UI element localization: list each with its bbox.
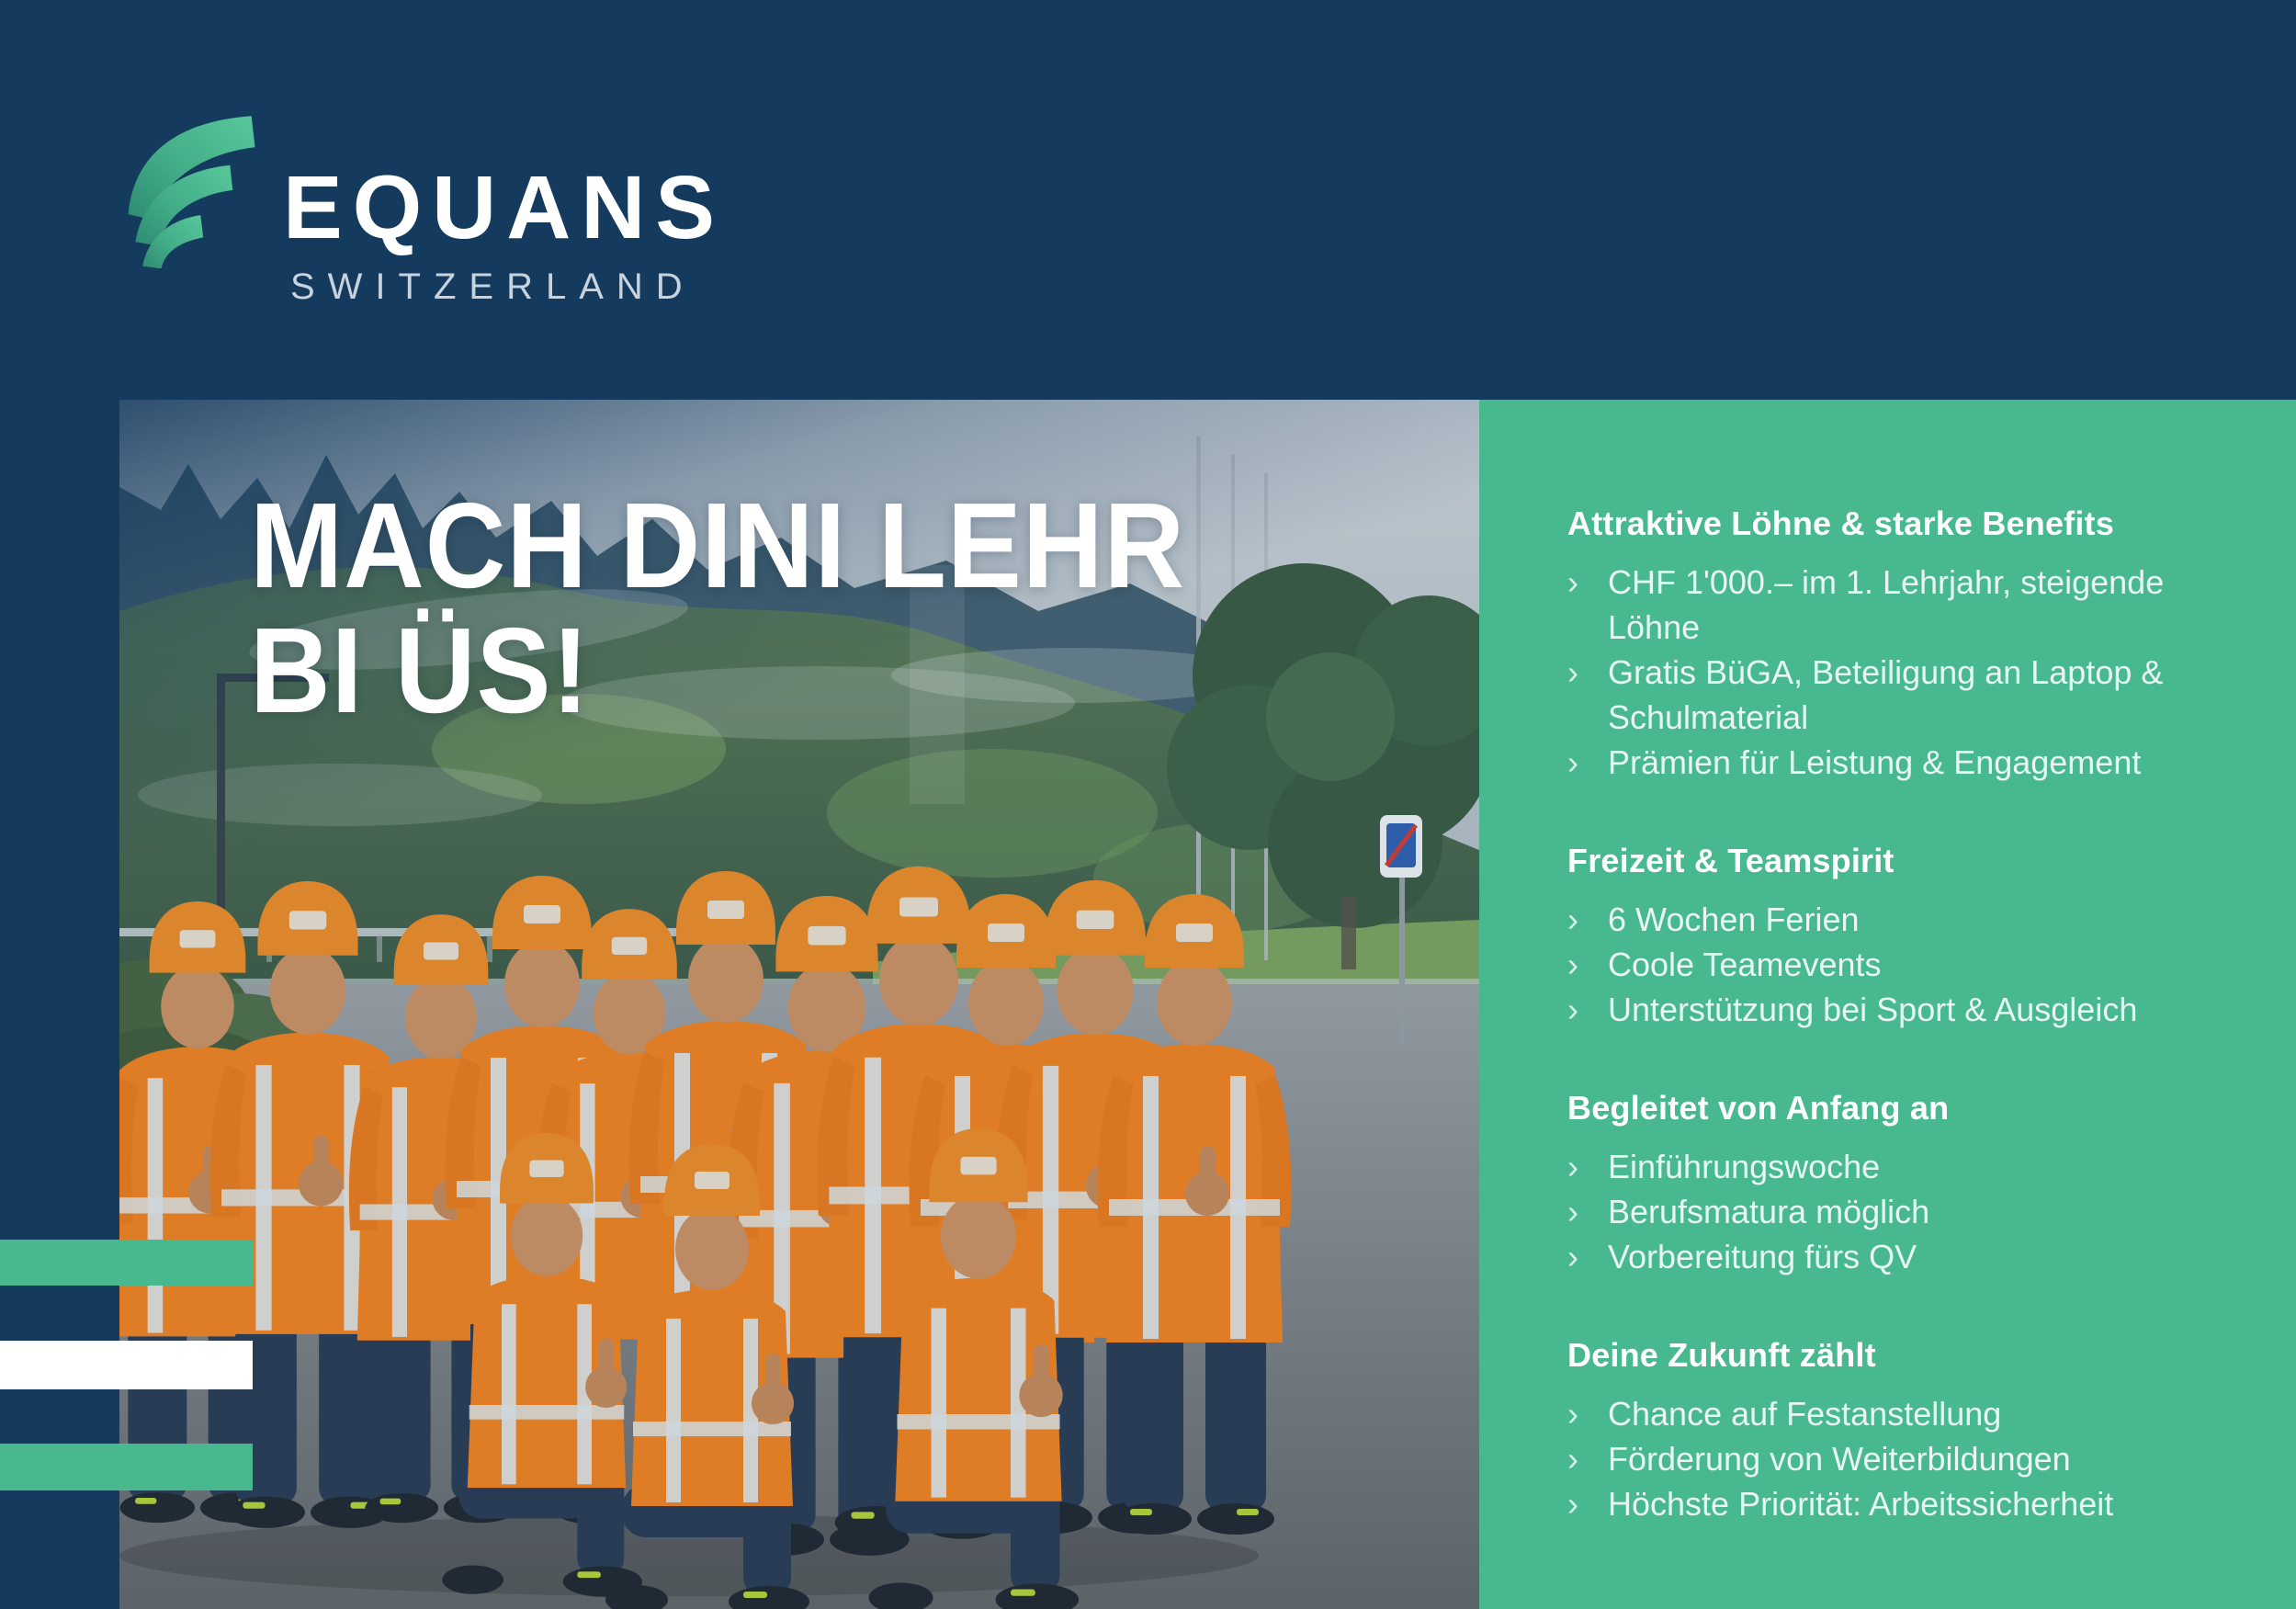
benefits-panel (1479, 400, 2296, 1609)
list-item-text: Berufsmatura möglich (1608, 1193, 1930, 1230)
headline-line-1: MACH DINI LEHR (250, 478, 1186, 613)
section-heading: Begleitet von Anfang an (1567, 1089, 1950, 1127)
list-item-text: Coole Teamevents (1608, 946, 1882, 983)
list-item-text: Unterstützung bei Sport & Ausgleich (1608, 991, 2138, 1028)
benefits-list (1567, 1391, 2215, 1526)
list-item (1567, 897, 2215, 942)
brand-logo-text (283, 107, 725, 308)
section-heading: Freizeit & Teamspirit (1567, 842, 1894, 879)
headline-line-2: BI ÜS! (250, 603, 590, 738)
equans-leaf-icon (116, 107, 272, 268)
chevron-bullet-icon: › (1567, 1148, 1578, 1185)
benefits-list (1567, 560, 2215, 785)
list-item-text: Einführungswoche (1608, 1148, 1881, 1185)
chevron-bullet-icon: › (1567, 1485, 1578, 1523)
benefits-section-freizeit (1567, 838, 2215, 1032)
list-item-text: Prämien für Leistung & Engagement (1608, 743, 2142, 781)
list-item (1567, 1481, 2215, 1526)
headline (250, 478, 1186, 738)
list-item (1567, 1234, 2215, 1279)
section-heading: Deine Zukunft zählt (1567, 1336, 1876, 1374)
section-heading: Attraktive Löhne & starke Benefits (1567, 504, 2114, 542)
accent-stripe-green-top (0, 1240, 253, 1286)
benefits-list (1567, 1144, 2215, 1279)
list-item-text: Chance auf Festanstellung (1608, 1395, 2002, 1433)
brand-subtitle: SWITZERLAND (290, 266, 696, 308)
chevron-bullet-icon: › (1567, 1238, 1578, 1275)
chevron-bullet-icon: › (1567, 1193, 1578, 1230)
list-item (1567, 740, 2215, 785)
accent-stripe-green-bottom (0, 1444, 253, 1490)
benefits-section-begleitung (1567, 1085, 2215, 1279)
list-item-text: CHF 1'000.– im 1. Lehrjahr, steigende Löhne (1608, 563, 2165, 646)
chevron-bullet-icon: › (1567, 901, 1578, 938)
list-item (1567, 1391, 2215, 1436)
benefits-section-loehne (1567, 501, 2215, 785)
list-item (1567, 987, 2215, 1032)
list-item (1567, 1189, 2215, 1234)
list-item (1567, 1436, 2215, 1481)
chevron-bullet-icon: › (1567, 1395, 1578, 1433)
benefits-list (1567, 897, 2215, 1032)
list-item-text: Vorbereitung fürs QV (1608, 1238, 1917, 1275)
benefits-section-zukunft (1567, 1332, 2215, 1526)
chevron-bullet-icon: › (1567, 653, 1578, 691)
chevron-bullet-icon: › (1567, 1440, 1578, 1478)
accent-stripe-white (0, 1341, 253, 1389)
brand-logo (116, 107, 725, 308)
list-item (1567, 560, 2215, 650)
list-item-text: 6 Wochen Ferien (1608, 901, 1860, 938)
list-item-text: Förderung von Weiterbildungen (1608, 1440, 2071, 1478)
list-item (1567, 650, 2215, 740)
team-photo (119, 400, 1479, 1609)
chevron-bullet-icon: › (1567, 946, 1578, 983)
chevron-bullet-icon: › (1567, 563, 1578, 601)
chevron-bullet-icon: › (1567, 743, 1578, 781)
list-item (1567, 942, 2215, 987)
list-item-text: Höchste Priorität: Arbeitssicherheit (1608, 1485, 2114, 1523)
brand-name: EQUANS (283, 157, 725, 257)
list-item (1567, 1144, 2215, 1189)
list-item-text: Gratis BüGA, Beteiligung an Laptop & Schulmaterial (1608, 653, 2164, 736)
chevron-bullet-icon: › (1567, 991, 1578, 1028)
